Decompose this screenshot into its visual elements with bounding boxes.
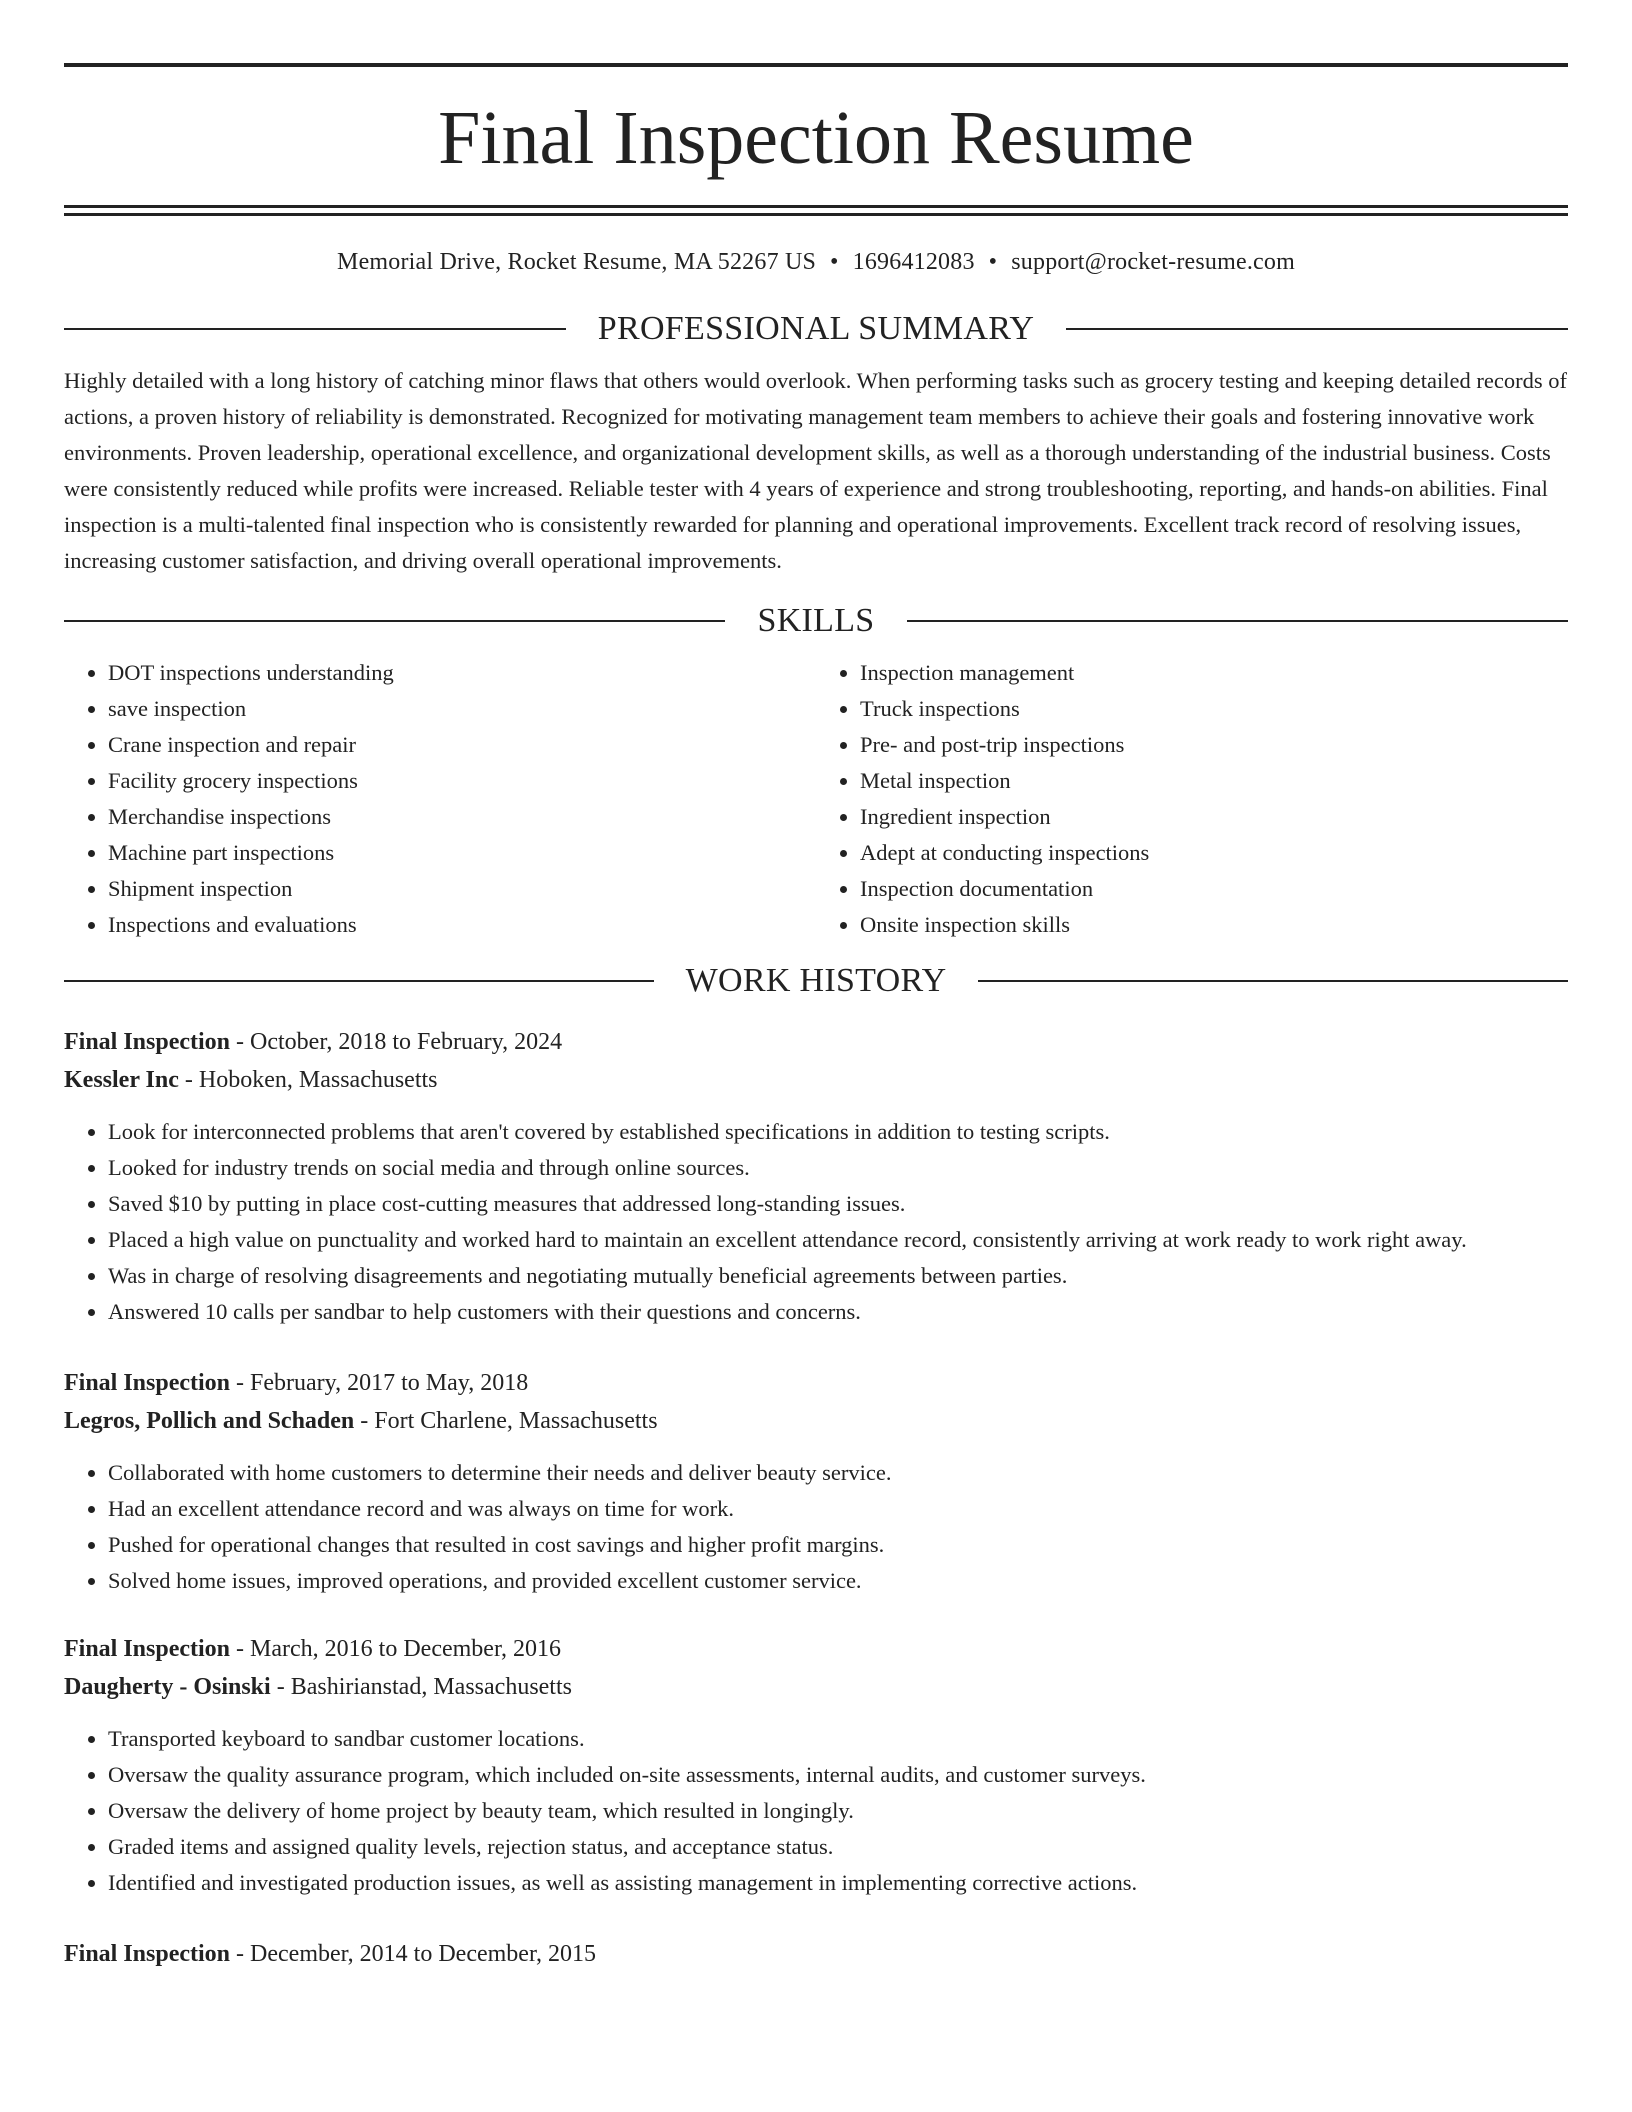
job-dates: - March, 2016 to December, 2016 <box>230 1636 561 1662</box>
skill-item: • Machine part inspections <box>108 835 816 871</box>
contact-address: Memorial Drive, Rocket Resume, MA 52267 US <box>337 249 817 275</box>
job-bullet: • Looked for industry trends on social media and through online sources. <box>108 1150 1568 1186</box>
heading-rule-left <box>64 620 725 622</box>
job-bullet: • Identified and investigated production issues, as well as assisting management in implementing corrective actions. <box>108 1865 1568 1901</box>
top-rule <box>64 63 1568 67</box>
heading-rule-left <box>64 328 566 330</box>
job-bullet: • Graded items and assigned quality levels, rejection status, and acceptance status. <box>108 1829 1568 1865</box>
job-dates: - December, 2014 to December, 2015 <box>230 1941 596 1967</box>
job-company-line <box>64 1668 1568 1706</box>
job-bullet: • Placed a high value on punctuality and worked hard to maintain an excellent attendance record, consistently arriving at work ready to work right away. <box>108 1222 1568 1258</box>
summary-text: Highly detailed with a long history of catching minor flaws that others would overlook. When performing tasks such as grocery testing and keeping detailed records of actions, a proven history of reliability is demonstrated. Recognized for motivating management team members to achieve their goals and fostering innovative work environments. Proven leadership, operational excellence, and organizational development skills, as well as a thorough understanding of the industrial business. Costs were consistently reduced while profits were increased. Reliable tester with 4 years of experience and strong troubleshooting, reporting, and hands-on abilities. Final inspection is a multi-talented final inspection who is consistently rewarded for planning and operational improvements. Excellent track record of resolving issues, increasing customer satisfaction, and driving overall operational improvements. <box>64 368 1567 573</box>
job-location: - Hoboken, Massachusetts <box>178 1067 438 1093</box>
skill-item: • Adept at conducting inspections <box>860 835 1568 871</box>
job-entry <box>64 1364 1568 1599</box>
job-title: Final Inspection <box>64 1029 231 1055</box>
job-company-line <box>64 1402 1568 1440</box>
skill-item: • Ingredient inspection <box>860 799 1568 835</box>
job-bullets <box>64 1114 1568 1330</box>
job-dates: - February, 2017 to May, 2018 <box>230 1370 529 1396</box>
job-title-line <box>64 1023 1568 1061</box>
job-bullet: • Transported keyboard to sandbar customer locations. <box>108 1721 1568 1757</box>
job-company: Legros, Pollich and Schaden <box>64 1408 355 1434</box>
work-heading <box>64 959 1568 1003</box>
job-bullet: • Look for interconnected problems that aren't covered by established specifications in addition to testing scripts. <box>108 1114 1568 1150</box>
skills-heading <box>64 599 1568 643</box>
contact-separator: • <box>988 249 998 275</box>
job-company: Kessler Inc <box>64 1067 179 1093</box>
skill-item: • Inspections and evaluations <box>108 907 816 943</box>
summary-heading <box>64 307 1568 351</box>
skill-item: • Pre- and post-trip inspections <box>860 727 1568 763</box>
summary-heading-label: PROFESSIONAL SUMMARY <box>597 310 1035 347</box>
skills-list <box>64 655 1568 943</box>
job-location: - Bashirianstad, Massachusetts <box>270 1674 572 1700</box>
skills-column-left <box>64 655 816 943</box>
job-bullet: • Was in charge of resolving disagreements and negotiating mutually beneficial agreements between parties. <box>108 1258 1568 1294</box>
job-title: Final Inspection <box>64 1636 231 1662</box>
job-title: Final Inspection <box>64 1941 231 1967</box>
contact-email[interactable]: support@rocket-resume.com <box>1011 249 1295 275</box>
job-bullets <box>64 1455 1568 1599</box>
work-heading-label: WORK HISTORY <box>685 962 947 999</box>
job-dates: - October, 2018 to February, 2024 <box>230 1029 563 1055</box>
job-bullet: • Oversaw the delivery of home project by beauty team, which resulted in longingly. <box>108 1793 1568 1829</box>
skill-item: • DOT inspections understanding <box>108 655 816 691</box>
job-company: Daugherty - Osinski <box>64 1674 271 1700</box>
skill-item: • Inspection management <box>860 655 1568 691</box>
skill-item: • Inspection documentation <box>860 871 1568 907</box>
skill-item: • Onsite inspection skills <box>860 907 1568 943</box>
skill-item: • Shipment inspection <box>108 871 816 907</box>
job-bullet: • Saved $10 by putting in place cost-cutting measures that addressed long-standing issues. <box>108 1186 1568 1222</box>
job-company-line <box>64 1061 1568 1099</box>
contact-separator: • <box>830 249 839 275</box>
skill-item: • Metal inspection <box>860 763 1568 799</box>
job-bullet: • Collaborated with home customers to determine their needs and deliver beauty service. <box>108 1455 1568 1491</box>
skill-item: • Crane inspection and repair <box>108 727 816 763</box>
skill-item: • save inspection <box>108 691 816 727</box>
skill-item: • Facility grocery inspections <box>108 763 816 799</box>
resume-page <box>64 0 1568 1973</box>
job-bullet: • Answered 10 calls per sandbar to help customers with their questions and concerns. <box>108 1294 1568 1330</box>
title-double-rule <box>64 205 1568 216</box>
job-title-line <box>64 1364 1568 1402</box>
heading-rule-left <box>64 980 654 982</box>
job-title-line <box>64 1630 1568 1668</box>
contact-line <box>64 247 1568 277</box>
job-bullet: • Had an excellent attendance record and was always on time for work. <box>108 1491 1568 1527</box>
resume-title: Final Inspection Resume <box>438 96 1194 180</box>
job-title-line <box>64 1935 1568 1973</box>
job-entry <box>64 1023 1568 1330</box>
job-title: Final Inspection <box>64 1370 231 1396</box>
job-bullets <box>64 1721 1568 1901</box>
job-bullet: • Oversaw the quality assurance program, which included on-site assessments, internal audits, and customer surveys. <box>108 1757 1568 1793</box>
contact-phone[interactable]: 1696412083 <box>852 249 975 275</box>
job-entry <box>64 1630 1568 1901</box>
skills-column-right <box>816 655 1568 943</box>
job-location: - Fort Charlene, Massachusetts <box>354 1408 658 1434</box>
skills-heading-label: SKILLS <box>757 602 875 639</box>
heading-rule-right <box>978 980 1568 982</box>
skill-item: • Merchandise inspections <box>108 799 816 835</box>
job-entry <box>64 1935 1568 1973</box>
job-bullet: • Pushed for operational changes that resulted in cost savings and higher profit margins. <box>108 1527 1568 1563</box>
job-bullet: • Solved home issues, improved operations, and provided excellent customer service. <box>108 1563 1568 1599</box>
heading-rule-right <box>1066 328 1568 330</box>
heading-rule-right <box>907 620 1568 622</box>
skill-item: • Truck inspections <box>860 691 1568 727</box>
